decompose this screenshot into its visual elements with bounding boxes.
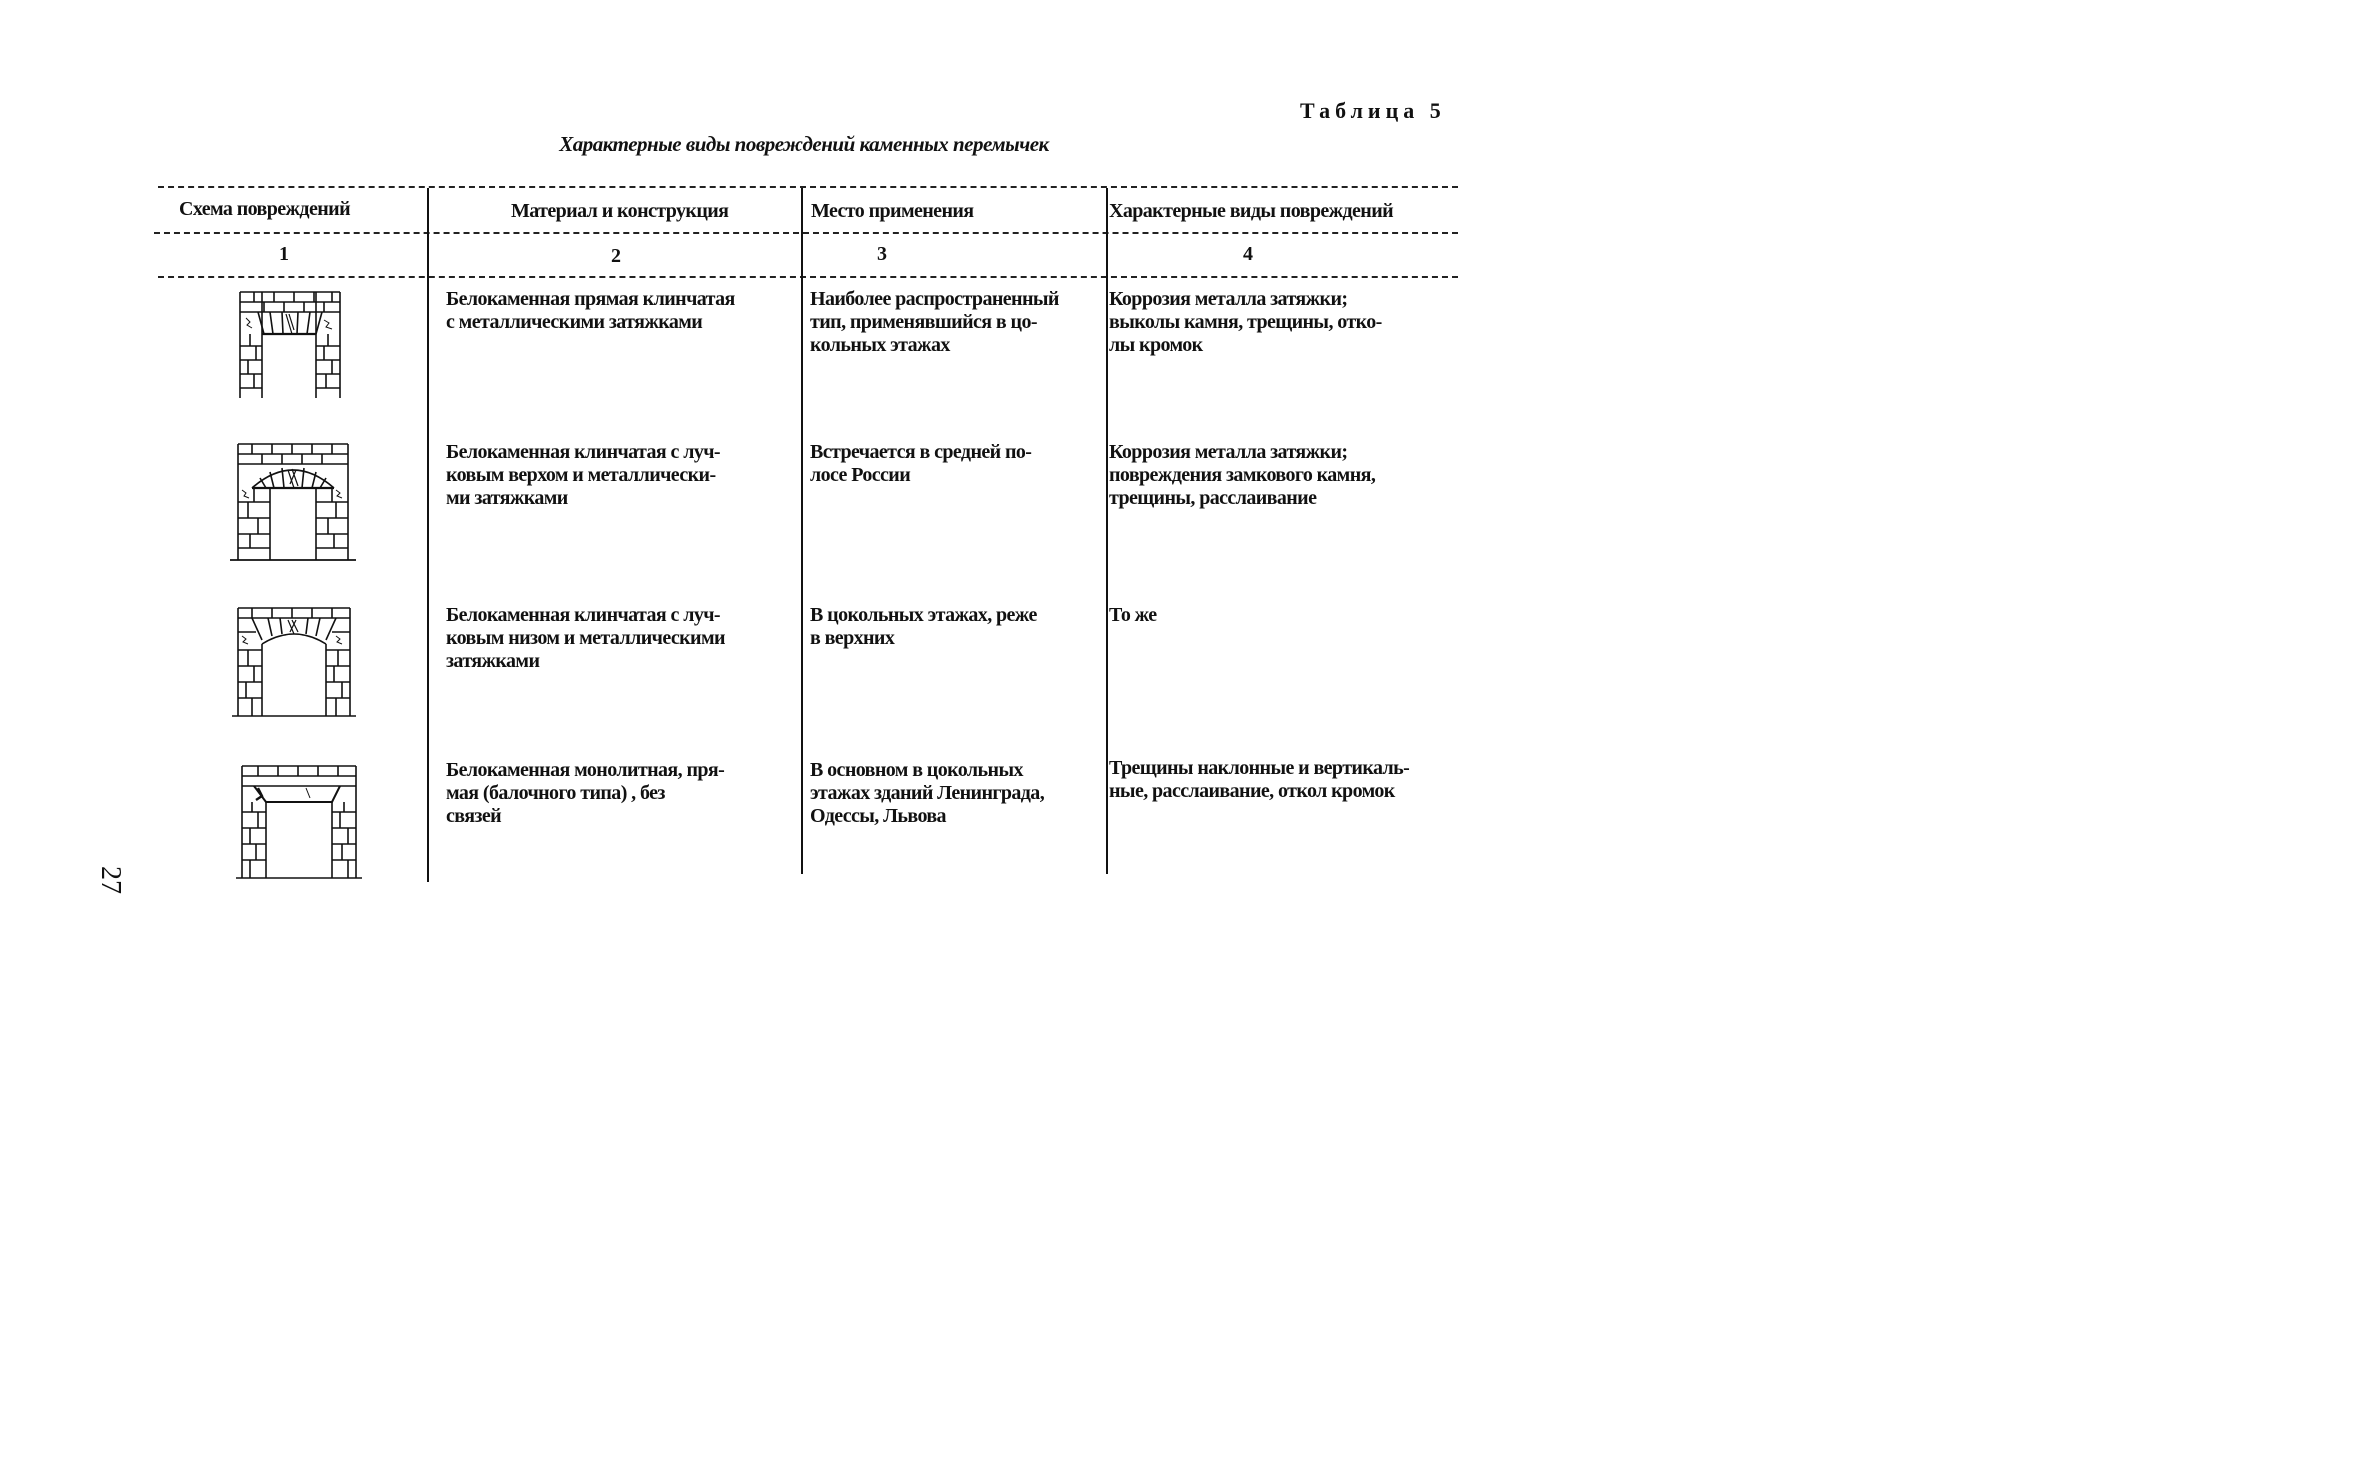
- numbers-bottom-rule: [158, 276, 1458, 278]
- table-title: Характерные виды повреждений каменных перемычек: [559, 132, 1049, 156]
- header-bottom-rule: [154, 232, 1458, 234]
- row-1-place: Наиболее распространенный тип, применявшийся в цо- кольных этажах: [810, 288, 1059, 356]
- column-divider-3: [1106, 188, 1108, 874]
- column-number-3: 3: [877, 243, 887, 265]
- straight-wedge-lintel-sketch-icon: [236, 290, 346, 400]
- row-2-place: Встречается в средней по- лосе России: [810, 441, 1032, 486]
- header-material: Материал и конструкция: [511, 200, 729, 222]
- row-3-damage: То же: [1109, 604, 1157, 626]
- monolithic-beam-lintel-sketch-icon: [236, 764, 362, 882]
- column-divider-2: [801, 188, 803, 874]
- row-4-place: В основном в цокольных этажах зданий Ленинграда, Одессы, Львова: [810, 759, 1045, 827]
- page-number: [64, 866, 126, 894]
- row-4-damage: Трещины наклонные и вертикаль- ные, расслаивание, откол кромок: [1109, 757, 1410, 802]
- page-number-text: 27: [95, 866, 126, 894]
- row-4-material: Белокаменная монолитная, пря- мая (балочного типа) , без связей: [446, 759, 725, 827]
- column-number-4: 4: [1243, 243, 1253, 265]
- header-damage: Характерные виды повреждений: [1109, 200, 1394, 222]
- row-3-material: Белокаменная клинчатая с луч- ковым низом и металлическими затяжками: [446, 604, 725, 672]
- table-top-rule: [158, 186, 1458, 188]
- row-1-damage: Коррозия металла затяжки; выколы камня, трещины, отко- лы кромок: [1109, 288, 1382, 356]
- table-label: Таблица 5: [1300, 98, 1446, 123]
- column-number-1: 1: [279, 243, 289, 265]
- segmental-top-lintel-sketch-icon: [230, 442, 356, 564]
- header-scheme: Схема повреждений: [179, 198, 351, 220]
- row-3-place: В цокольных этажах, реже в верхних: [810, 604, 1037, 649]
- column-number-2: 2: [611, 245, 621, 267]
- row-1-material: Белокаменная прямая клинчатая с металлическими затяжками: [446, 288, 735, 333]
- header-place: Место применения: [811, 200, 974, 222]
- row-2-damage: Коррозия металла затяжки; повреждения замкового камня, трещины, расслаивание: [1109, 441, 1376, 509]
- row-2-material: Белокаменная клинчатая с луч- ковым верхом и металлически- ми затяжками: [446, 441, 720, 509]
- column-divider-1: [427, 188, 429, 882]
- segmental-bottom-lintel-sketch-icon: [232, 604, 356, 720]
